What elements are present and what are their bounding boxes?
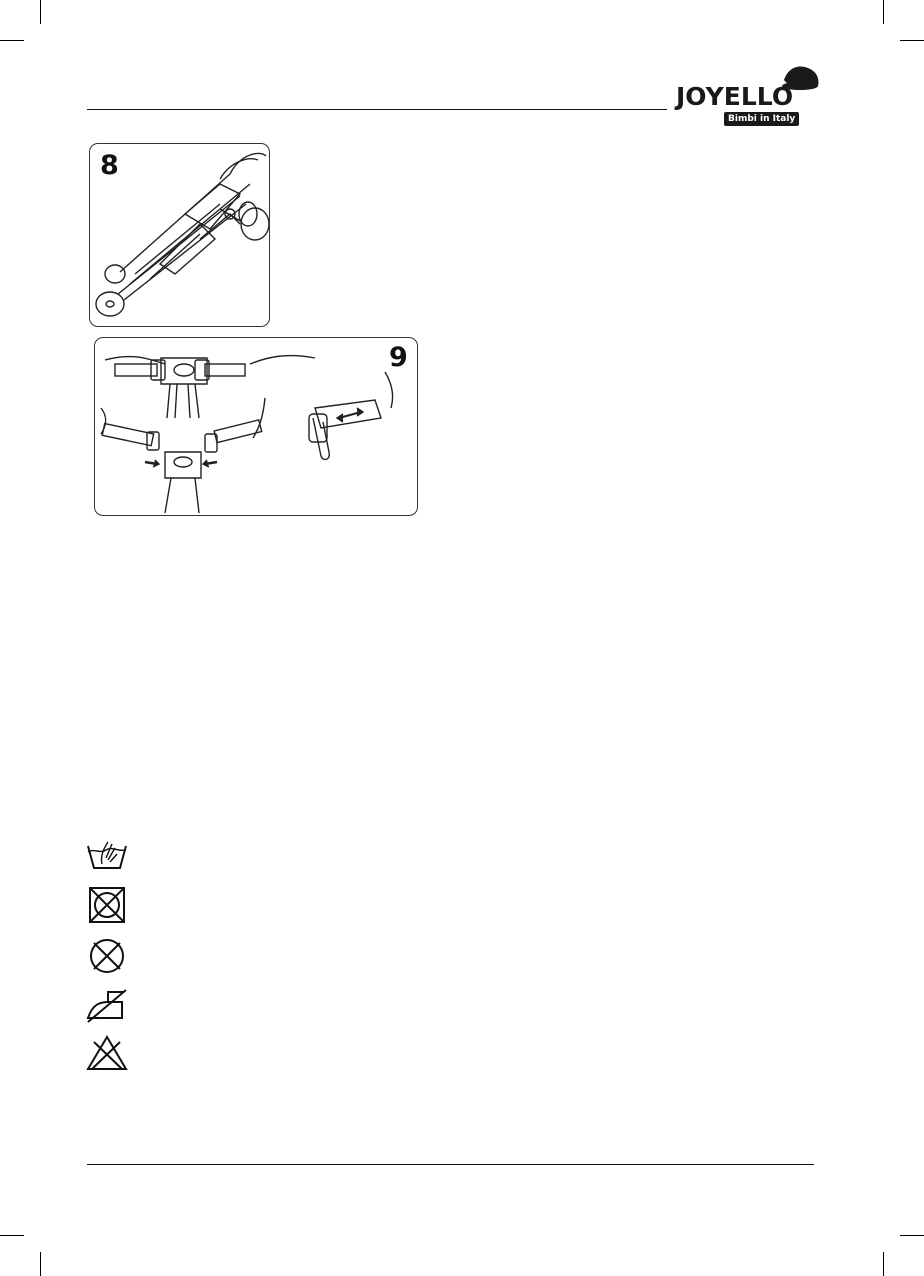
tumble-dry-crossed-symbol <box>84 886 130 926</box>
do-not-iron-icon <box>84 986 130 1026</box>
dry-clean-crossed-symbol <box>84 937 130 977</box>
crop-mark <box>40 0 41 24</box>
figure-number: 9 <box>389 342 408 373</box>
harness-buckle-illustration <box>95 338 417 515</box>
crop-mark <box>883 1252 884 1276</box>
iron-crossed-symbol <box>84 986 130 1026</box>
logo-tagline: Bimbi in Italy <box>724 112 799 126</box>
figure-8-panel <box>89 143 270 327</box>
do-not-bleach-icon <box>84 1034 130 1074</box>
brand-logo <box>672 62 822 132</box>
crop-mark <box>40 1252 41 1276</box>
crop-mark <box>0 40 24 41</box>
crop-mark <box>900 1235 924 1236</box>
figure-9-panel <box>94 337 418 516</box>
hand-wash-symbol <box>84 838 130 878</box>
crop-mark <box>900 40 924 41</box>
bleach-crossed-symbol <box>84 1034 130 1074</box>
crop-mark <box>883 0 884 24</box>
do-not-dry-clean-icon <box>84 937 130 977</box>
footer-rule <box>87 1164 814 1165</box>
hand-wash-icon <box>84 838 130 878</box>
logo-wordmark: JOYELLO <box>676 82 794 111</box>
figure-number: 8 <box>100 150 119 181</box>
crop-mark <box>0 1235 24 1236</box>
do-not-tumble-dry-icon <box>84 886 130 926</box>
header-rule <box>87 109 667 110</box>
stroller-folding-illustration <box>90 144 269 326</box>
